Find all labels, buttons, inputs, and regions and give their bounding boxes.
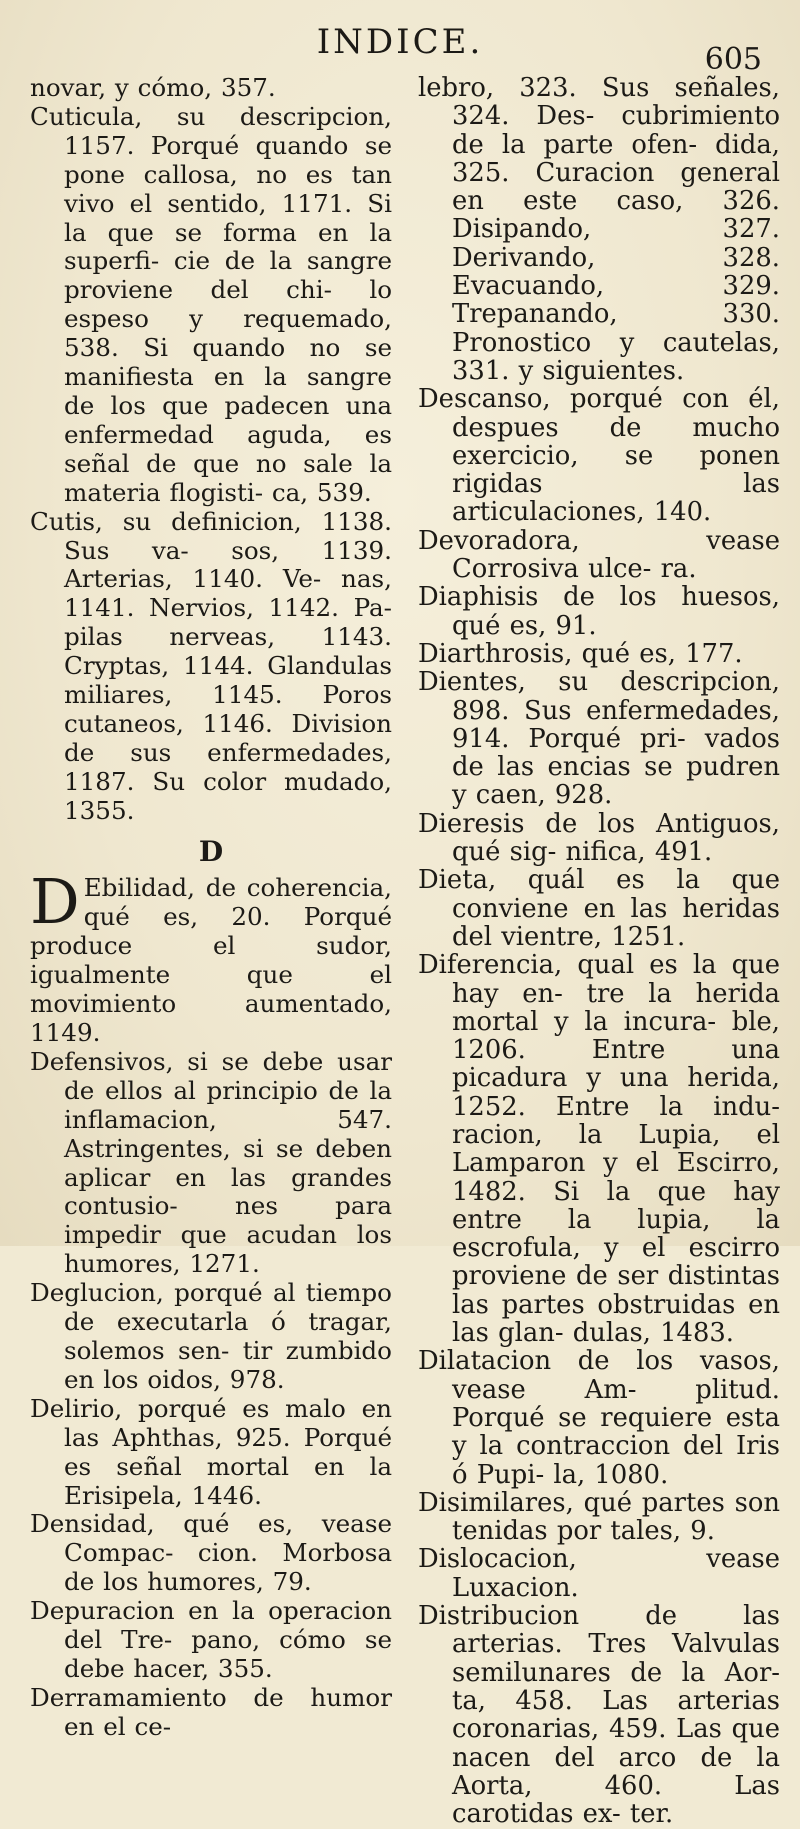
index-entry: Cutis, su definicion, 1138. Sus va- sos, 1139. Arterias, 1140. Ve- nas, 1141. Nervios, 1142. Pa- pilas nerveas, 1143. Cryptas, 1144. Glandulas miliares, 1145. Poros cutaneos, 1146. Division de sus enfermedades, 1187. Su color mudado, 1355. [30, 506, 392, 825]
index-entry: Cuticula, su descripcion, 1157. Porqué quando se pone callosa, no es tan vivo el sentido, 1171. Si la que se forma en la superfi- cie de la sangre proviene del chi- lo espeso y requemado, 538. Si quando no se manifiesta en la sangre de los que padecen una enfermedad aguda, es señal de que no sale la materia flogisti- ca, 539. [30, 101, 392, 507]
page-number: 605 [704, 42, 762, 77]
running-title: INDICE. [316, 22, 484, 62]
index-entry-dropcap [30, 865, 392, 1047]
index-entry: Dientes, su descripcion, 898. Sus enfermedades, 914. Porqué pri- vados de las encias se pudren y caen, 928. [418, 667, 780, 811]
index-entry: Disimilares, qué partes son tenidas por tales, 9. [418, 1487, 780, 1547]
index-entry: Diaphisis de los huesos, qué es, 91. [418, 582, 780, 641]
index-entry: Deglucion, porqué al tiempo de executarla ó tragar, solemos sen- tir zumbido en los oidos, 978. [30, 1278, 392, 1394]
index-entry: novar, y cómo, 357. [30, 73, 276, 102]
left-column [30, 74, 392, 1742]
index-entry: Depuracion en la operacion del Tre- pano, cómo se debe hacer, 355. [30, 1596, 392, 1683]
index-entry: lebro, 323. Sus señales, 324. Des- cubrimiento de la parte ofen- dida, 325. Curacion general en este caso, 326. Disipando, 327. Derivando, 328. Evacuando, 329. Trepanando, 330. Pronostico y cautelas, 331. y siguientes. [418, 73, 780, 386]
index-entry-text: Ebilidad, de coherencia, qué es, 20. Porqué produce el sudor, igualmente que el movimiento aumentado, 1149. [30, 873, 392, 1047]
index-entry: Devoradora, vease Corrosiva ulce- ra. [418, 525, 780, 585]
index-entry: Descanso, porqué con él, despues de mucho exercicio, se ponen rigidas las articulaciones, 140. [418, 384, 780, 528]
index-entry: Defensivos, si se debe usar de ellos al principio de la inflamacion, 547. Astringentes, si se deben aplicar en las grandes contusio- nes para impedir que acudan los humores, 1271. [30, 1046, 392, 1279]
index-entry: Diarthrosis, qué es, 177. [418, 638, 743, 669]
index-entry: Dislocacion, vease Luxacion. [418, 1544, 780, 1603]
drop-cap: D [30, 865, 80, 939]
right-column [418, 74, 780, 1828]
index-entry: Dieresis de los Antiguos, qué sig- nifica, 491. [418, 808, 780, 868]
index-entry: Delirio, porqué es malo en las Aphthas, 925. Porqué es señal mortal en la Erisipela, 1446. [30, 1393, 392, 1510]
index-entry: Dieta, quál es la que conviene en las heridas del vientre, 1251. [418, 865, 780, 952]
index-entry: Dilatacion de los vasos, vease Am- plitud. Porqué se requiere esta y la contraccion del Iris ó Pupi- la, 1080. [418, 1346, 780, 1490]
section-letter: D [198, 834, 224, 868]
index-entry: Diferencia, qual es la que hay en- tre la herida mortal y la incura- ble, 1206. Entre una picadura y una herida, 1252. Entre la indu- racion, la Lupia, el Lamparon y el Escirro, 1482. Si la que hay entre la lupia, la escrofula, y el escirro proviene de ser distintas las partes obstruidas en las glan- dulas, 1483. [418, 950, 780, 1349]
page-header [0, 22, 800, 77]
index-entry: Densidad, qué es, vease Compac- cion. Morbosa de los humores, 79. [30, 1509, 392, 1597]
index-entry: Derramamiento de humor en el ce- [30, 1682, 392, 1741]
index-entry: Distribucion de las arterias. Tres Valvulas semilunares de la Aor- ta, 458. Las arterias coronarias, 459. Las que nacen del arco de la Aorta, 460. Las carotidas ex- ter. [418, 1601, 780, 1829]
